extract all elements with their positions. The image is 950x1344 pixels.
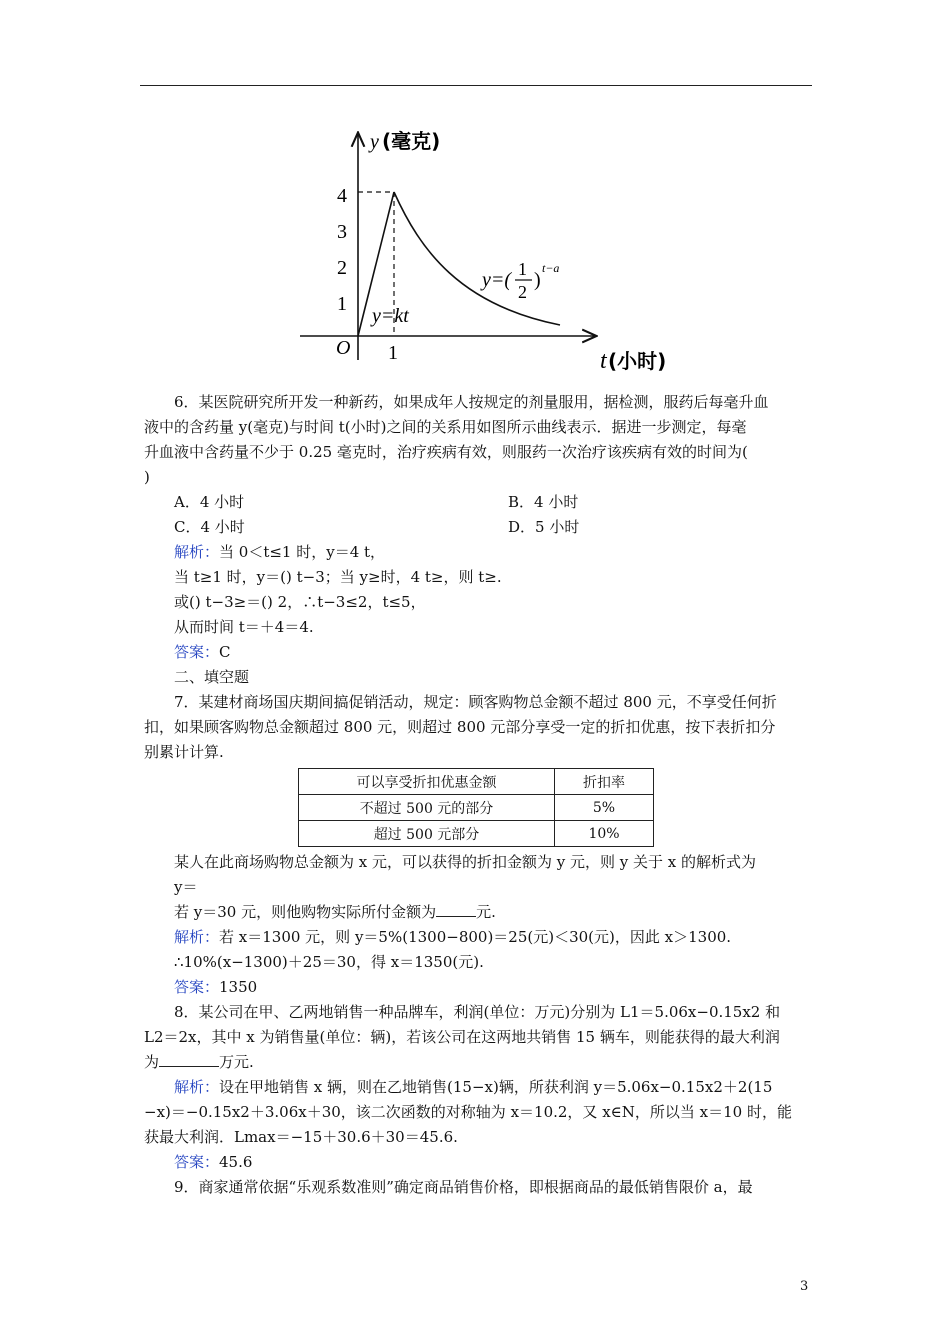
q8-line3-post: 万元.	[219, 1053, 254, 1071]
table-row	[299, 795, 654, 821]
table-cell: 5%	[555, 795, 654, 821]
q8-line2: L2＝2x，其中 x 为销售量(单位：辆)，若该公司在这两地共销售 15 辆车，则能获得的最大利润	[144, 1028, 780, 1046]
q8-answer	[174, 1150, 252, 1175]
q7-line4: 某人在此商场购物总金额为 x 元，可以获得的折扣金额为 y 元，则 y 关于 x 的解析式为	[174, 853, 757, 871]
q8-analysis-line3: 获最大利润．Lmax＝−15＋30.6＋30＝45.6.	[144, 1128, 458, 1146]
q7-answer	[174, 975, 257, 1000]
y-tick-3: 3	[337, 221, 347, 243]
section-heading: 二、填空题	[174, 668, 250, 686]
y-axis-unit: (毫克)	[382, 129, 441, 153]
x-axis-label: t	[600, 348, 607, 374]
q6-option-b: B．4 小时	[508, 493, 579, 511]
q7-line2: 扣，如果顾客购物总金额超过 800 元，则超过 800 元部分享受一定的折扣优惠，按下表折扣分	[144, 718, 776, 736]
table-cell: 不超过 500 元的部分	[299, 795, 555, 821]
q7-analysis-line1	[174, 925, 731, 950]
decay-curve	[394, 192, 560, 325]
q6-line1: 6．某医院研究所开发一种新药，如果成年人按规定的剂量服用，据检测，服药后每毫升血	[174, 393, 769, 411]
answer-label: 答案：	[174, 978, 220, 996]
q6-analysis-line1	[174, 540, 385, 565]
discount-table	[298, 768, 654, 847]
header-rule	[140, 85, 812, 86]
answer-text: 45.6	[219, 1153, 253, 1171]
table-header: 折扣率	[555, 769, 654, 795]
origin-label: O	[336, 337, 351, 359]
q9-line1: 9．商家通常依据“乐观系数准则”确定商品销售价格，即根据商品的最低销售限价 a，最	[174, 1178, 753, 1196]
decay-label-suffix: )	[534, 269, 541, 291]
q7-analysis-line2: ∴10%(x−1300)＋25＝30，得 x＝1350(元).	[174, 953, 484, 971]
answer-label: 答案：	[174, 1153, 220, 1171]
table-cell: 超过 500 元部分	[299, 821, 555, 847]
decay-label-prefix: y=(	[482, 269, 512, 291]
table-row	[299, 821, 654, 847]
q6-line4: )	[144, 468, 150, 486]
q6-option-d: D．5 小时	[508, 518, 580, 536]
q7-line5: y＝	[174, 878, 198, 896]
analysis-label: 解析：	[174, 928, 220, 946]
table-header-row	[299, 769, 654, 795]
y-tick-2: 2	[337, 257, 347, 279]
table-cell: 10%	[555, 821, 654, 847]
q6-option-a: A．4 小时	[174, 493, 245, 511]
answer-blank	[436, 902, 476, 917]
q6-line3: 升血液中含药量不少于 0.25 毫克时，治疗疾病有效，则服药一次治疗该疾病有效的时间为(	[144, 443, 748, 461]
q8-line1: 8．某公司在甲、乙两地销售一种品牌车，利润(单位：万元)分别为 L1＝5.06x−0.15x2 和	[174, 1003, 781, 1021]
answer-label: 答案：	[174, 643, 220, 661]
q6-analysis-line4: 从而时间 t＝＋4＝4.	[174, 618, 314, 636]
decay-exponent: t−a	[542, 261, 560, 275]
table-header: 可以享受折扣优惠金额	[299, 769, 555, 795]
answer-text: 1350	[219, 978, 258, 996]
q6-analysis-line3: 或() t−3≥＝() 2，∴t−3≤2，t≤5，	[174, 593, 426, 611]
x-axis-unit: (小时)	[608, 349, 667, 373]
q7-line6-pre: 若 y＝30 元，则他购物实际所付金额为	[174, 903, 437, 921]
y-tick-4: 4	[337, 185, 347, 207]
analysis-text: 若 x＝1300 元，则 y＝5%(1300−800)＝25(元)＜30(元)，因此 x＞1300.	[219, 928, 732, 946]
q6-answer	[174, 640, 231, 665]
analysis-text: 设在甲地销售 x 辆，则在乙地销售(15−x)辆，所获利润 y＝5.06x−0.15x2＋2(15	[219, 1078, 773, 1096]
q6-line2: 液中的含药量 y(毫克)与时间 t(小时)之间的关系用如图所示曲线表示．据进一步测定，每毫	[144, 418, 747, 436]
decay-graph	[290, 120, 710, 380]
y-tick-1: 1	[337, 293, 347, 315]
analysis-label: 解析：	[174, 543, 220, 561]
q8-line3-pre: 为	[144, 1053, 160, 1071]
y-axis-label: y	[370, 131, 379, 153]
answer-blank	[159, 1052, 219, 1067]
analysis-label: 解析：	[174, 1078, 220, 1096]
q8-analysis-line1	[174, 1075, 772, 1100]
q7-line6	[174, 900, 496, 925]
q6-option-c: C．4 小时	[174, 518, 245, 536]
linear-label: y=kt	[372, 305, 409, 327]
q7-line6-post: 元.	[476, 903, 496, 921]
page-number: 3	[800, 1279, 809, 1294]
q8-analysis-line2: −x)＝−0.15x2＋3.06x＋30，该二次函数的对称轴为 x＝10.2，又 x∈N，所以当 x＝10 时，能	[144, 1103, 792, 1121]
q7-line3: 别累计计算.	[144, 743, 224, 761]
answer-text: C	[219, 643, 231, 661]
decay-frac-num: 1	[518, 259, 527, 279]
q7-line1: 7．某建材商场国庆期间搞促销活动，规定：顾客购物总金额不超过 800 元，不享受任何折	[174, 693, 777, 711]
q8-line3	[144, 1050, 254, 1075]
analysis-text: 当 0＜t≤1 时，y＝4 t，	[219, 543, 386, 561]
x-tick-1: 1	[388, 342, 398, 364]
q6-analysis-line2: 当 t≥1 时，y＝() t−3；当 y≥时，4 t≥，则 t≥.	[174, 568, 502, 586]
decay-frac-den: 2	[518, 282, 527, 302]
